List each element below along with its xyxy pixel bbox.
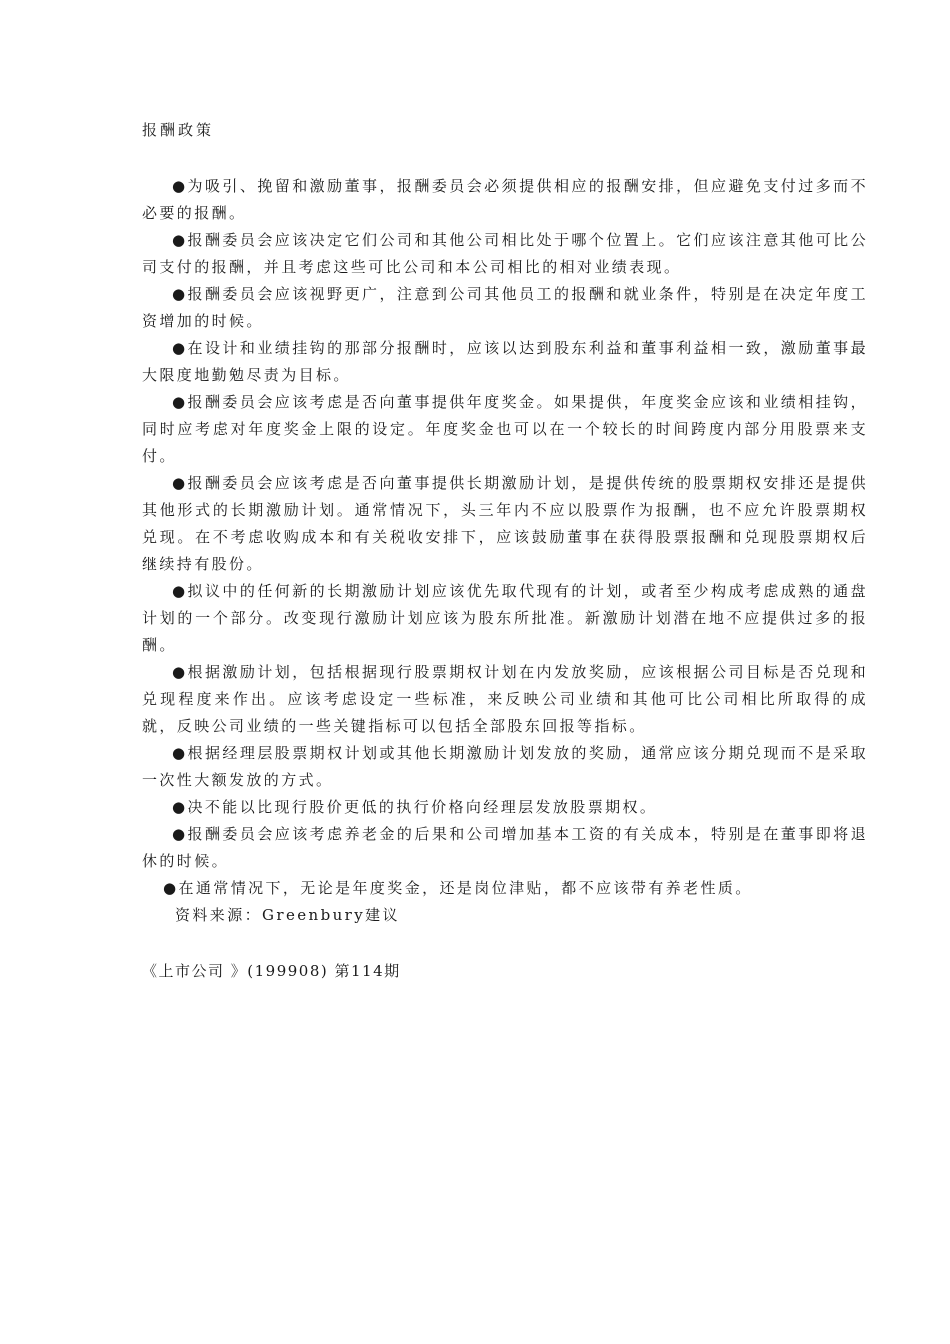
document-body — [142, 173, 868, 929]
paragraph: ●报酬委员会应该视野更广，注意到公司其他员工的报酬和就业条件，特别是在决定年度工资增加的时候。 — [142, 285, 868, 330]
source-note: 资料来源：Greenbury建议 — [175, 906, 400, 924]
paragraph: ●报酬委员会应该考虑养老金的后果和公司增加基本工资的有关成本，特别是在董事即将退休的时候。 — [142, 825, 868, 870]
paragraph: ●在设计和业绩挂钩的那部分报酬时，应该以达到股东利益和董事利益相一致，激励董事最大限度地勤勉尽责为目标。 — [142, 339, 868, 384]
paragraph: ●为吸引、挽留和激励董事，报酬委员会必须提供相应的报酬安排，但应避免支付过多而不必要的报酬。 — [142, 177, 868, 222]
paragraph: ●决不能以比现行股价更低的执行价格向经理层发放股票期权。 — [172, 798, 658, 816]
paragraph: ●根据经理层股票期权计划或其他长期激励计划发放的奖励，通常应该分期兑现而不是采取一次性大额发放的方式。 — [142, 744, 868, 789]
paragraph: ●报酬委员会应该决定它们公司和其他公司相比处于哪个位置上。它们应该注意其他可比公司支付的报酬，并且考虑这些可比公司和本公司相比的相对业绩表现。 — [142, 231, 868, 276]
document-title: 报酬政策 — [142, 121, 215, 139]
paragraph: ●报酬委员会应该考虑是否向董事提供年度奖金。如果提供，年度奖金应该和业绩相挂钩，同时应考虑对年度奖金上限的设定。年度奖金也可以在一个较长的时间跨度内部分用股票来支付。 — [142, 393, 868, 465]
paragraph: ●报酬委员会应该考虑是否向董事提供长期激励计划，是提供传统的股票期权安排还是提供其他形式的长期激励计划。通常情况下，头三年内不应以股票作为报酬，也不应允许股票期权兑现。在不考虑收购成本和有关税收安排下，应该鼓励董事在获得股票报酬和兑现股票期权后继续持有股份。 — [142, 474, 868, 573]
publication-citation: 《上市公司 》(199908) 第114期 — [142, 962, 401, 980]
paragraph: ●根据激励计划，包括根据现行股票期权计划在内发放奖励，应该根据公司目标是否兑现和兑现程度来作出。应该考虑设定一些标准，来反映公司业绩和其他可比公司相比所取得的成就，反映公司业绩的一些关键指标可以包括全部股东回报等指标。 — [142, 663, 868, 735]
paragraph: ●拟议中的任何新的长期激励计划应该优先取代现有的计划，或者至少构成考虑成熟的通盘计划的一个部分。改变现行激励计划应该为股东所批准。新激励计划潜在地不应提供过多的报酬。 — [142, 582, 868, 654]
paragraph: ●在通常情况下，无论是年度奖金，还是岗位津贴，都不应该带有养老性质。 — [163, 879, 753, 897]
